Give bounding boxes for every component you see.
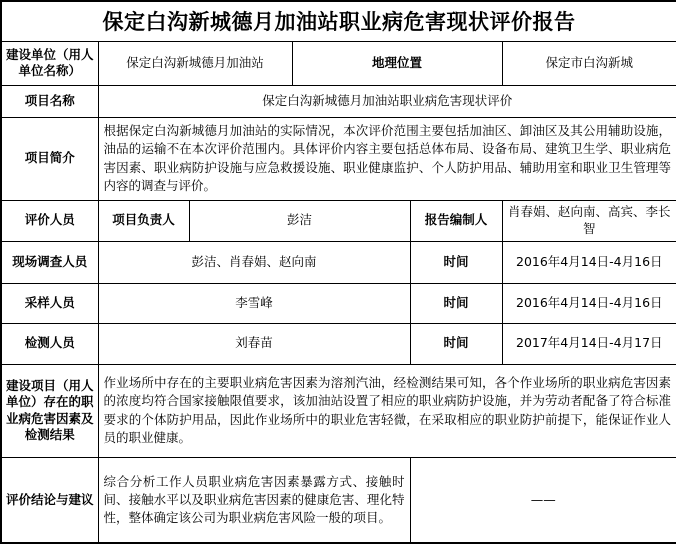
location-value: 保定市白沟新城 <box>502 41 676 85</box>
site-survey-label: 现场调查人员 <box>1 241 98 283</box>
site-survey-value: 彭洁、肖春娟、赵向南 <box>98 241 410 283</box>
testing-label: 检测人员 <box>1 323 98 364</box>
sampling-value: 李雪峰 <box>98 283 410 323</box>
site-survey-time-value: 2016年4月14日-4月16日 <box>502 241 676 283</box>
project-intro-label: 项目简介 <box>1 117 98 200</box>
evaluators-row <box>1 200 676 241</box>
project-intro-value: 根据保定白沟新城德月加油站的实际情况，本次评价范围主要包括加油区、卸油区及其公用辅助设施，油品的运输不在本次评价范围内。具体评价内容主要包括总体布局、设备布局、建筑卫生学、职业病危害因素、职业病防护设施与应急救援设施、职业健康监护、个人防护用品、辅助用室和职业卫生管理等内容的调查与评价。 <box>98 117 676 200</box>
report-compiler-value: 肖春娟、赵向南、高宾、李长智 <box>502 200 676 241</box>
testing-time-value: 2017年4月14日-4月17日 <box>502 323 676 364</box>
site-survey-time-label: 时间 <box>410 241 502 283</box>
project-leader-label: 项目负责人 <box>98 200 189 241</box>
conclusion-row <box>1 457 676 543</box>
project-leader-value: 彭洁 <box>189 200 410 241</box>
project-name-value: 保定白沟新城德月加油站职业病危害现状评价 <box>98 85 676 117</box>
testing-time-label: 时间 <box>410 323 502 364</box>
hazards-row <box>1 364 676 457</box>
testing-row <box>1 323 676 364</box>
sampling-time-label: 时间 <box>410 283 502 323</box>
report-compiler-label: 报告编制人 <box>410 200 502 241</box>
sampling-row <box>1 283 676 323</box>
conclusion-note: —— <box>410 457 676 543</box>
report-title: 保定白沟新城德月加油站职业病危害现状评价报告 <box>1 1 676 41</box>
sampling-label: 采样人员 <box>1 283 98 323</box>
hazards-label: 建设项目（用人单位）存在的职业病危害因素及检测结果 <box>1 364 98 457</box>
project-name-row <box>1 85 676 117</box>
title-row <box>1 1 676 41</box>
testing-value: 刘春苗 <box>98 323 410 364</box>
conclusion-value: 综合分析工作人员职业病危害因素暴露方式、接触时间、接触水平以及职业病危害因素的健康危害、理化特性，整体确定该公司为职业病危害风险一般的项目。 <box>98 457 410 543</box>
conclusion-label: 评价结论与建议 <box>1 457 98 543</box>
sampling-time-value: 2016年4月14日-4月16日 <box>502 283 676 323</box>
location-label: 地理位置 <box>292 41 502 85</box>
project-intro-row <box>1 117 676 200</box>
evaluators-label: 评价人员 <box>1 200 98 241</box>
unit-row <box>1 41 676 85</box>
site-survey-row <box>1 241 676 283</box>
hazards-value: 作业场所中存在的主要职业病危害因素为溶剂汽油，经检测结果可知，各个作业场所的职业病危害因素的浓度均符合国家接触限值要求，该加油站设置了相应的职业病防护设施，并为劳动者配备了符合标准要求的个体防护用品，因此作业场所中的职业危害轻微，在采取相应的职业防护前提下，能保证作业人员的职业健康。 <box>98 364 676 457</box>
unit-label: 建设单位（用人单位名称） <box>1 41 98 85</box>
unit-value: 保定白沟新城德月加油站 <box>98 41 292 85</box>
project-name-label: 项目名称 <box>1 85 98 117</box>
